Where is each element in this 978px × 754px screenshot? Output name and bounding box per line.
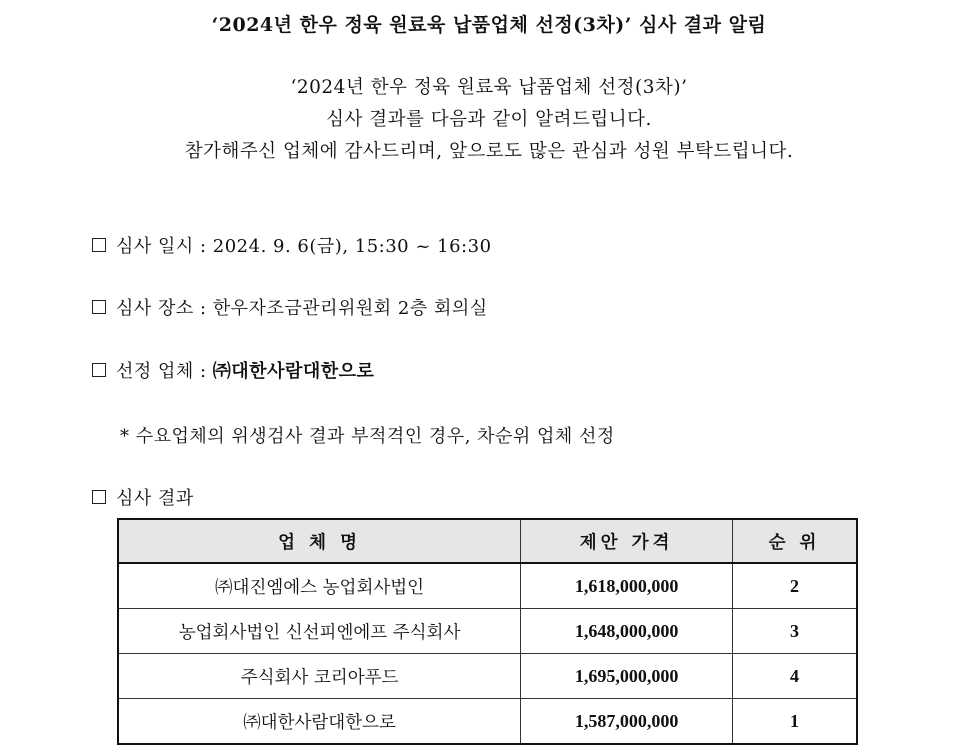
company-cell: 주식회사 코리아푸드 <box>118 654 521 699</box>
header-company: 업 체 명 <box>118 519 521 563</box>
company-cell: ㈜대진엠에스 농업회사법인 <box>118 563 521 609</box>
table-row <box>118 609 857 654</box>
intro-line-2: 심사 결과를 다음과 같이 알려드립니다. <box>326 109 652 130</box>
review-place-text: 심사 장소 : 한우자조금관리위원회 2층 회의실 <box>116 298 488 319</box>
checkbox-square-icon <box>92 490 106 504</box>
review-date-item <box>92 232 492 258</box>
rank-cell: 2 <box>733 563 857 609</box>
rank-cell: 4 <box>733 654 857 699</box>
price-cell: 1,618,000,000 <box>521 563 733 609</box>
checkbox-square-icon <box>92 363 106 377</box>
review-place-item <box>92 294 488 320</box>
table-row <box>118 654 857 699</box>
company-cell: 농업회사법인 신선피엔에프 주식회사 <box>118 609 521 654</box>
price-cell: 1,648,000,000 <box>521 609 733 654</box>
review-result-item <box>92 484 194 510</box>
header-price: 제안 가격 <box>521 519 733 563</box>
result-table <box>117 518 858 745</box>
review-result-label: 심사 결과 <box>116 488 194 509</box>
table-row <box>118 563 857 609</box>
rank-cell: 1 <box>733 699 857 745</box>
selection-note: * 수요업체의 위생검사 결과 부적격인 경우, 차순위 업체 선정 <box>120 426 615 447</box>
selected-company-item <box>92 357 374 383</box>
table-row <box>118 699 857 745</box>
review-date-text: 심사 일시 : 2024. 9. 6(금), 15:30 ~ 16:30 <box>116 236 492 257</box>
table-header-row <box>118 519 857 563</box>
header-rank: 순 위 <box>733 519 857 563</box>
selected-company-label: 선정 업체 : <box>116 361 213 382</box>
selected-company-name: ㈜대한사람대한으로 <box>212 361 375 382</box>
document-title: ‘2024년 한우 정육 원료육 납품업체 선정(3차)’ 심사 결과 알림 <box>211 14 767 36</box>
checkbox-square-icon <box>92 300 106 314</box>
company-cell: ㈜대한사람대한으로 <box>118 699 521 745</box>
rank-cell: 3 <box>733 609 857 654</box>
price-cell: 1,695,000,000 <box>521 654 733 699</box>
intro-line-3: 참가해주신 업체에 감사드리며, 앞으로도 많은 관심과 성원 부탁드립니다. <box>184 141 794 162</box>
checkbox-square-icon <box>92 238 106 252</box>
intro-paragraph <box>0 72 978 168</box>
intro-line-1: ‘2024년 한우 정육 원료육 납품업체 선정(3차)’ <box>290 77 688 98</box>
price-cell: 1,587,000,000 <box>521 699 733 745</box>
